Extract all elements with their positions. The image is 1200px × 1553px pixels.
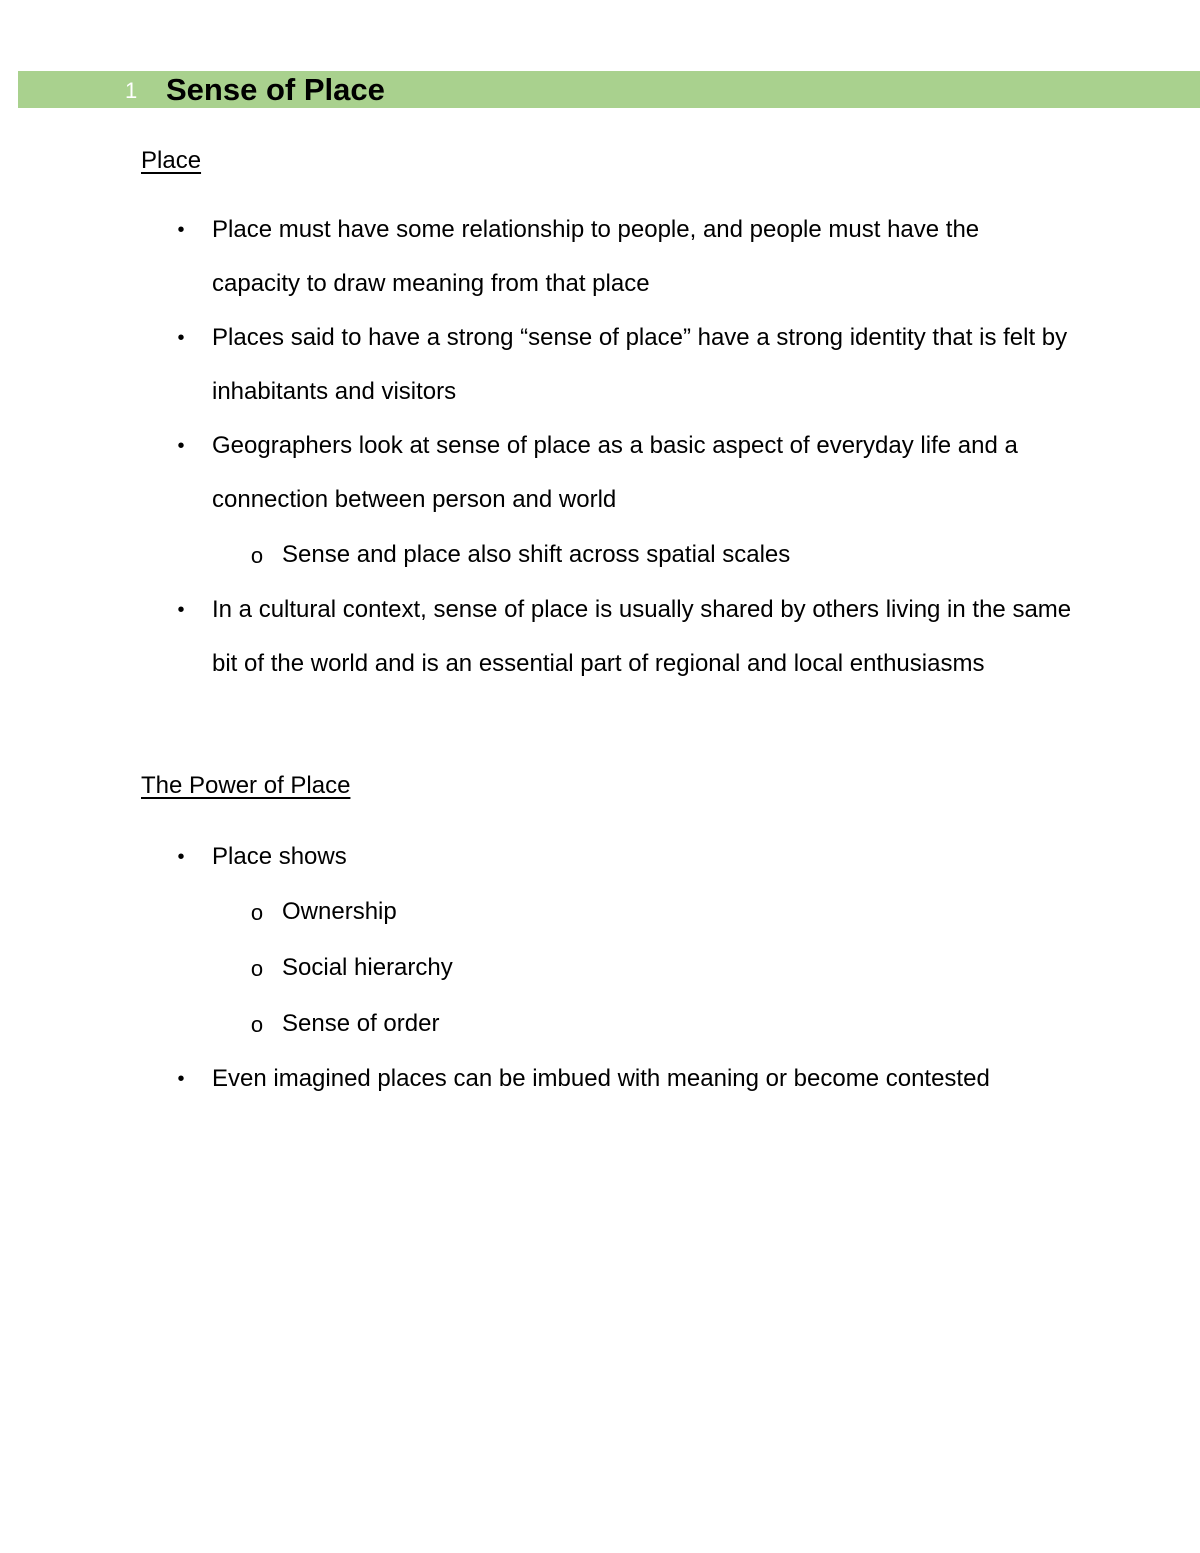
list-item-text: Geographers look at sense of place as a basic aspect of everyday life and a connection between person and world: [212, 432, 1018, 513]
place-bullet-list: [0, 203, 1200, 691]
bullet-marker: •: [177, 599, 185, 621]
list-item: [0, 419, 1200, 527]
sub-list-item-text: Sense and place also shift across spatial scales: [282, 541, 791, 568]
heading-title: Sense of Place: [166, 72, 385, 107]
sub-list-item: [0, 996, 1200, 1052]
sub-bullet-marker: o: [250, 956, 264, 981]
bullet-marker: •: [177, 1068, 185, 1090]
list-item-text: Places said to have a strong “sense of place” have a strong identity that is felt by inhabitants and visitors: [212, 324, 1068, 405]
bullet-marker: •: [177, 219, 185, 241]
section-title-place: Place: [141, 147, 202, 174]
list-item: [0, 583, 1200, 691]
bullet-marker: •: [177, 435, 185, 457]
bullet-marker: •: [177, 846, 185, 868]
sub-bullet-marker: o: [250, 543, 264, 568]
list-item-text: In a cultural context, sense of place is usually shared by others living in the same bit of the world and is an essential part of regional and local enthusiasms: [212, 596, 1072, 677]
sub-list-item: [0, 940, 1200, 996]
list-item-text: Place must have some relationship to people, and people must have the capacity to draw meaning from that place: [212, 216, 980, 297]
list-item-text: Even imagined places can be imbued with meaning or become contested: [212, 1065, 990, 1092]
sub-list-item: [0, 884, 1200, 940]
list-item-text: Place shows: [212, 843, 347, 870]
sub-list-item-text: Social hierarchy: [282, 954, 453, 981]
heading-number: 1: [125, 78, 138, 103]
sub-list-item-text: Ownership: [282, 898, 397, 925]
sub-list-item-text: Sense of order: [282, 1010, 440, 1037]
sub-bullet-marker: o: [250, 900, 264, 925]
list-item: [0, 830, 1200, 884]
power-bullet-list: [0, 830, 1200, 1106]
sub-bullet-marker: o: [250, 1012, 264, 1037]
section-title-power-of-place: The Power of Place: [141, 772, 351, 799]
list-item: [0, 203, 1200, 311]
sub-list-item: [0, 527, 1200, 583]
bullet-marker: •: [177, 327, 185, 349]
list-item: [0, 1052, 1200, 1106]
list-item: [0, 311, 1200, 419]
